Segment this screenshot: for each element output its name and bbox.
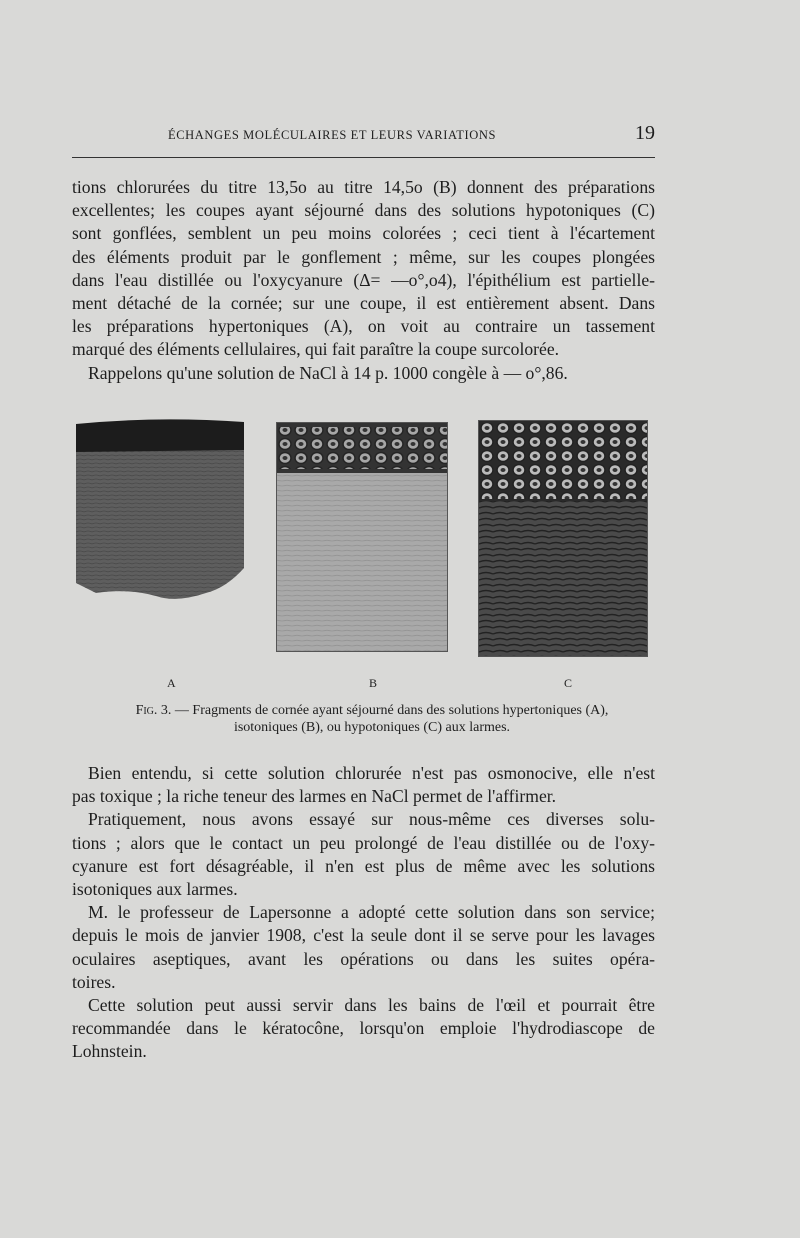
text-line: des éléments produit par le gonflement ; même, sur les coupes plongées <box>72 246 655 267</box>
text-line: excellentes; les coupes ayant séjourné dans des solutions hypotoniques (C) <box>72 200 655 221</box>
text-line: Rappelons qu'une solution de NaCl à 14 p. 1000 congèle à — o°,86. <box>88 362 568 383</box>
figure-a-hypertonic-section <box>76 418 246 603</box>
text-line: Pratiquement, nous avons essayé sur nous-même ces diverses solu- <box>88 809 655 830</box>
running-title: ÉCHANGES MOLÉCULAIRES ET LEURS VARIATIONS <box>167 128 497 142</box>
caption-prefix: Fig. 3. <box>135 703 172 718</box>
text-line: toires. <box>72 971 116 992</box>
text-line: isotoniques aux larmes. <box>72 878 238 899</box>
text-line: sont gonflées, semblent un peu moins colorées ; ceci tient à l'écartement <box>72 223 655 244</box>
figure-caption <box>72 702 672 736</box>
text-line: Cette solution peut aussi servir dans les bains de l'œil et pourrait être <box>88 994 655 1015</box>
figure-label-a: A <box>167 676 176 690</box>
text-line: Lohnstein. <box>72 1041 147 1062</box>
text-line: recommandée dans le kératocône, lorsqu'on emploie l'hydrodiascope de <box>72 1018 655 1039</box>
figure-label-b: B <box>369 676 378 690</box>
text-line: pas toxique ; la riche teneur des larmes en NaCl permet de l'affirmer. <box>72 786 557 807</box>
text-line: tions ; alors que le contact un peu prolongé de l'eau distillée ou de l'oxy- <box>72 832 655 853</box>
text-line: tions chlorurées du titre 13,5o au titre 14,5o (B) donnent des préparations <box>72 177 655 197</box>
page-number: 19 <box>635 122 655 144</box>
text-line: Bien entendu, si cette solution chlorurée n'est pas osmonocive, elle n'est <box>88 763 655 783</box>
text-line: dans l'eau distillée ou l'oxycyanure (Δ= —o°,o4), l'épithélium est partielle- <box>72 269 655 290</box>
text-line: M. le professeur de Lapersonne a adopté cette solution dans son service; <box>88 902 655 923</box>
running-header <box>72 122 655 146</box>
text-line: cyanure est fort désagréable, il n'en est plus de même avec les solutions <box>72 855 655 876</box>
figure-b-isotonic-section <box>276 422 448 652</box>
paragraph-1 <box>72 176 655 385</box>
text-line: les préparations hypertoniques (A), on voit au contraire un tassement <box>72 316 655 337</box>
figure-c-hypotonic-section <box>478 420 648 657</box>
text-line: marqué des éléments cellulaires, qui fait paraître la coupe surcolorée. <box>72 339 560 360</box>
figure-label-c: C <box>564 676 573 690</box>
caption-line-1: — Fragments de cornée ayant séjourné dans des solutions hypertoniques (A), <box>171 703 609 718</box>
caption-line-2: isotoniques (B), ou hypotoniques (C) aux larmes. <box>233 720 511 735</box>
text-line: depuis le mois de janvier 1908, c'est la seule dont il se serve pour les lavages <box>72 925 655 946</box>
text-line: ment détaché de la cornée; sur une coupe, il est entièrement absent. Dans <box>72 292 655 313</box>
text-line: oculaires aseptiques, avant les opérations ou dans les suites opéra- <box>72 948 655 969</box>
header-rule <box>72 157 655 158</box>
paragraph-2 <box>72 762 655 1063</box>
